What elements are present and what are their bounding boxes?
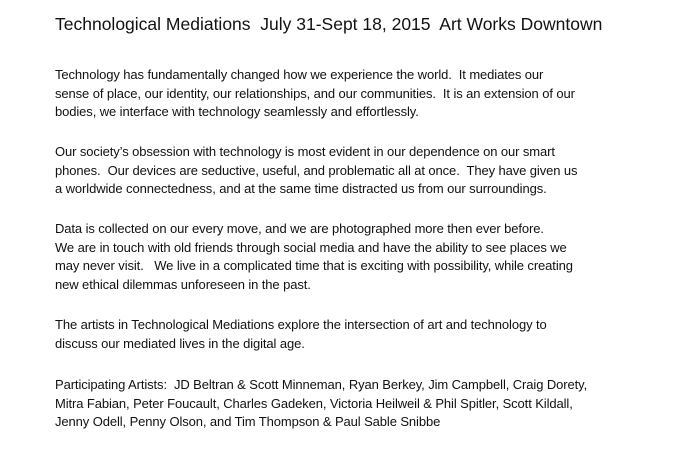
- paragraph-technology-intro: [55, 66, 675, 122]
- paragraph-line: Participating Artists: JD Beltran & Scott Minneman, Ryan Berkey, Jim Campbell, Craig Dorety,: [55, 377, 588, 392]
- paragraph-line: may never visit. We live in a complicated time that is exciting with possibility, while creating: [55, 258, 573, 273]
- paragraph-line: Data is collected on our every move, and we are photographed more then ever before.: [55, 221, 544, 236]
- paragraph-line: We are in touch with old friends through social media and have the ability to see places we: [55, 239, 567, 255]
- participating-artists-list: [55, 376, 675, 432]
- paragraph-line: The artists in Technological Mediations explore the intersection of art and technology to: [55, 317, 547, 332]
- paragraph-data-collection: [55, 220, 675, 294]
- page-title: Technological Mediations July 31-Sept 18, 2015 Art Works Downtown: [55, 14, 603, 34]
- paragraph-line: discuss our mediated lives in the digital age.: [55, 335, 305, 351]
- paragraph-line: bodies, we interface with technology seamlessly and effortlessly.: [55, 104, 419, 119]
- paragraph-line: Mitra Fabian, Peter Foucault, Charles Gadeken, Victoria Heilweil & Phil Spitler, Scott Kildall,: [55, 395, 573, 411]
- paragraph-line: a worldwide connectedness, and at the same time distracted us from our surroundings.: [55, 181, 547, 196]
- paragraph-smart-phones: [55, 143, 675, 199]
- paragraph-line: Jenny Odell, Penny Olson, and Tim Thompson & Paul Sable Snibbe: [55, 414, 441, 429]
- paragraph-line: phones. Our devices are seductive, useful, and problematic all at once. They have given us: [55, 162, 578, 178]
- paragraph-artists-explore: [55, 316, 675, 353]
- paragraph-line: Technology has fundamentally changed how we experience the world. It mediates our: [55, 67, 544, 82]
- paragraph-line: sense of place, our identity, our relationships, and our communities. It is an extension of our: [55, 85, 575, 101]
- paragraph-line: Our society’s obsession with technology is most evident in our dependence on our smart: [55, 144, 555, 159]
- paragraph-line: new ethical dilemmas unforeseen in the past.: [55, 276, 311, 292]
